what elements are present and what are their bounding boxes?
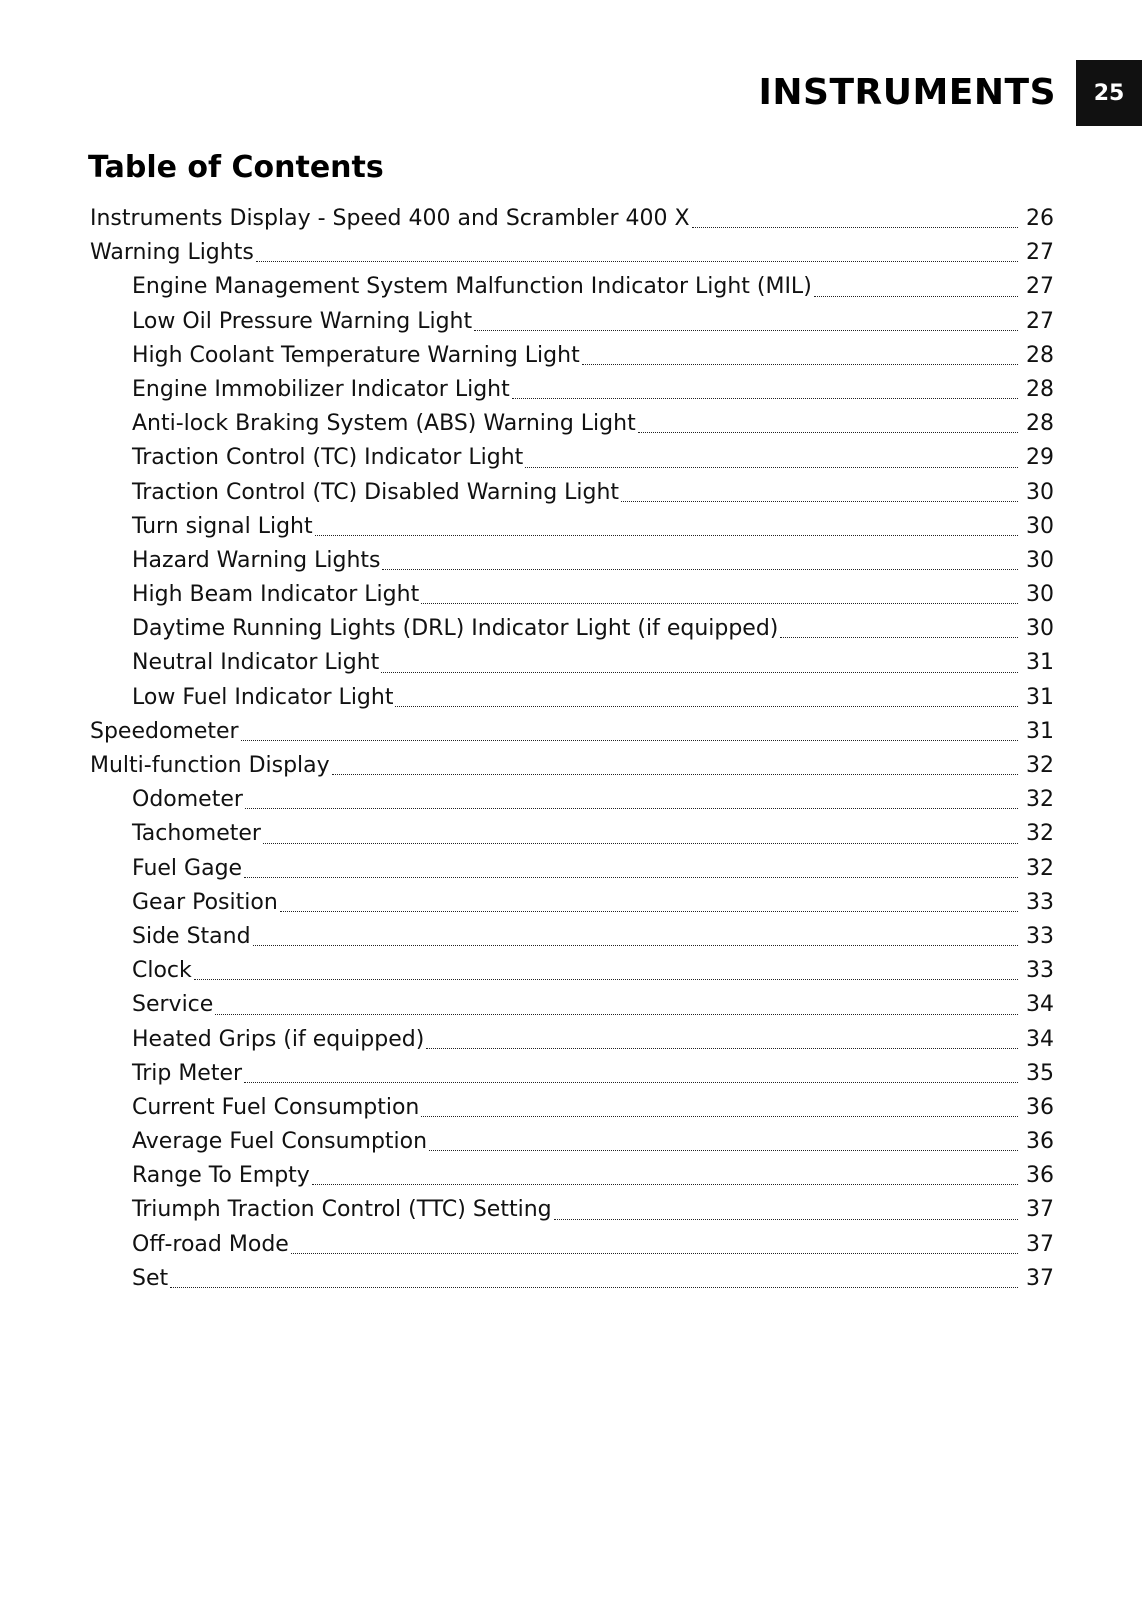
toc-entry-label: Range To Empty: [132, 1163, 310, 1189]
toc-entry-label: Fuel Gage: [132, 855, 243, 881]
toc-list: [90, 202, 1054, 1296]
toc-entry-page: 36: [1026, 1163, 1054, 1189]
toc-entry[interactable]: [90, 1125, 1054, 1159]
toc-dot-leader: [395, 706, 1018, 707]
toc-dot-leader: [525, 467, 1018, 468]
toc-dot-leader: [692, 227, 1018, 228]
toc-entry-page: 32: [1026, 753, 1054, 778]
toc-entry-page: 36: [1026, 1094, 1054, 1120]
toc-entry-page: 28: [1026, 411, 1054, 437]
toc-entry-page: 28: [1026, 376, 1054, 402]
toc-dot-leader: [315, 535, 1018, 536]
toc-entry-page: 30: [1026, 547, 1054, 573]
toc-entry-page: 33: [1026, 958, 1054, 984]
toc-entry[interactable]: [90, 236, 1054, 270]
toc-entry-label: Side Stand: [132, 923, 251, 949]
toc-entry-page: 27: [1026, 240, 1054, 266]
toc-dot-leader: [194, 979, 1018, 980]
toc-entry[interactable]: [90, 886, 1054, 920]
toc-entry-page: 34: [1026, 992, 1054, 1018]
toc-entry-label: Set: [132, 1265, 169, 1291]
toc-entry-page: 31: [1026, 684, 1054, 710]
toc-entry-page: 30: [1026, 582, 1054, 608]
toc-entry-page: 32: [1026, 855, 1054, 881]
toc-entry-label: Service: [132, 992, 214, 1018]
toc-dot-leader: [382, 569, 1018, 570]
toc-entry-page: 26: [1026, 206, 1054, 231]
toc-dot-leader: [814, 296, 1018, 297]
toc-entry[interactable]: [90, 1228, 1054, 1262]
toc-dot-leader: [780, 637, 1018, 638]
toc-entry-label: High Coolant Temperature Warning Light: [132, 342, 580, 368]
toc-entry-page: 33: [1026, 889, 1054, 915]
toc-entry[interactable]: [90, 783, 1054, 817]
toc-dot-leader: [429, 1150, 1018, 1151]
toc-entry-label: High Beam Indicator Light: [132, 582, 420, 608]
toc-entry[interactable]: [90, 441, 1054, 475]
toc-entry[interactable]: [90, 1057, 1054, 1091]
toc-entry[interactable]: [90, 646, 1054, 680]
toc-entry[interactable]: [90, 373, 1054, 407]
toc-entry-label: Engine Management System Malfunction Indicator Light (MIL): [132, 274, 812, 300]
toc-entry-label: Daytime Running Lights (DRL) Indicator Light (if equipped): [132, 616, 779, 642]
toc-entry-label: Turn signal Light: [132, 513, 313, 539]
toc-entry-label: Tachometer: [132, 821, 261, 847]
toc-dot-leader: [582, 364, 1018, 365]
toc-dot-leader: [263, 843, 1018, 844]
toc-entry-label: Low Oil Pressure Warning Light: [132, 308, 473, 334]
toc-entry[interactable]: [90, 988, 1054, 1022]
toc-entry-label: Traction Control (TC) Disabled Warning Light: [132, 479, 620, 505]
toc-entry-label: Speedometer: [90, 718, 239, 744]
toc-dot-leader: [638, 432, 1018, 433]
toc-entry[interactable]: [90, 852, 1054, 886]
toc-entry-page: 32: [1026, 787, 1054, 813]
toc-dot-leader: [280, 911, 1018, 912]
toc-dot-leader: [312, 1184, 1018, 1185]
toc-entry-label: Clock: [132, 958, 192, 984]
toc-entry-label: Low Fuel Indicator Light: [132, 684, 394, 710]
toc-entry-page: 27: [1026, 274, 1054, 300]
toc-dot-leader: [332, 774, 1018, 775]
toc-entry[interactable]: [90, 202, 1054, 236]
toc-entry-label: Average Fuel Consumption: [132, 1129, 428, 1155]
toc-entry-label: Engine Immobilizer Indicator Light: [132, 376, 510, 402]
toc-entry-label: Gear Position: [132, 889, 278, 915]
toc-entry-page: 27: [1026, 308, 1054, 334]
toc-entry-page: 35: [1026, 1060, 1054, 1086]
toc-entry-label: Multi-function Display: [90, 753, 330, 778]
toc-entry[interactable]: [90, 681, 1054, 715]
toc-entry[interactable]: [90, 544, 1054, 578]
toc-entry-page: 31: [1026, 650, 1054, 676]
toc-entry[interactable]: [90, 1193, 1054, 1227]
toc-entry-page: 28: [1026, 342, 1054, 368]
toc-entry[interactable]: [90, 407, 1054, 441]
toc-entry-label: Warning Lights: [90, 240, 254, 266]
toc-entry-label: Anti-lock Braking System (ABS) Warning Light: [132, 411, 636, 437]
toc-entry[interactable]: [90, 270, 1054, 304]
toc-dot-leader: [241, 740, 1018, 741]
toc-entry-page: 37: [1026, 1197, 1054, 1223]
toc-dot-leader: [421, 1116, 1018, 1117]
toc-entry-page: 30: [1026, 616, 1054, 642]
toc-entry[interactable]: [90, 1262, 1054, 1296]
toc-dot-leader: [244, 1082, 1018, 1083]
toc-entry-label: Triumph Traction Control (TTC) Setting: [132, 1197, 552, 1223]
toc-dot-leader: [512, 398, 1018, 399]
toc-entry-label: Trip Meter: [132, 1060, 243, 1086]
toc-dot-leader: [245, 808, 1018, 809]
toc-dot-leader: [381, 672, 1018, 673]
toc-dot-leader: [170, 1287, 1018, 1288]
toc-entry[interactable]: [90, 476, 1054, 510]
toc-dot-leader: [291, 1253, 1018, 1254]
toc-dot-leader: [426, 1048, 1018, 1049]
toc-entry[interactable]: [90, 817, 1054, 851]
toc-entry-page: 37: [1026, 1231, 1054, 1257]
toc-entry[interactable]: [90, 578, 1054, 612]
toc-entry[interactable]: [90, 920, 1054, 954]
toc-entry-label: Off-road Mode: [132, 1231, 289, 1257]
toc-entry[interactable]: [90, 339, 1054, 373]
toc-entry[interactable]: [90, 715, 1054, 749]
toc-dot-leader: [474, 330, 1018, 331]
toc-entry[interactable]: [90, 954, 1054, 988]
toc-entry[interactable]: [90, 1159, 1054, 1193]
page-number-tab: [1076, 60, 1142, 126]
toc-entry[interactable]: [90, 510, 1054, 544]
toc-entry-label: Heated Grips (if equipped): [132, 1026, 425, 1052]
page-number: 25: [1093, 80, 1125, 106]
toc-entry[interactable]: [90, 305, 1054, 339]
toc-entry[interactable]: [90, 1091, 1054, 1125]
toc-dot-leader: [554, 1219, 1018, 1220]
toc-entry-page: 30: [1026, 513, 1054, 539]
toc-dot-leader: [421, 603, 1018, 604]
toc-entry-label: Neutral Indicator Light: [132, 650, 380, 676]
toc-dot-leader: [256, 261, 1018, 262]
toc-dot-leader: [621, 501, 1018, 502]
toc-entry-page: 37: [1026, 1265, 1054, 1291]
toc-entry-label: Traction Control (TC) Indicator Light: [132, 445, 524, 471]
toc-entry-page: 31: [1026, 718, 1054, 744]
toc-entry-label: Odometer: [132, 787, 243, 813]
toc-entry-label: Hazard Warning Lights: [132, 547, 381, 573]
toc-entry[interactable]: [90, 612, 1054, 646]
toc-entry[interactable]: [90, 749, 1054, 783]
toc-entry-page: 36: [1026, 1129, 1054, 1155]
toc-entry-page: 34: [1026, 1026, 1054, 1052]
toc-heading: Table of Contents: [88, 150, 384, 185]
toc-entry-page: 33: [1026, 923, 1054, 949]
toc-dot-leader: [215, 1014, 1018, 1015]
chapter-title: INSTRUMENTS: [758, 72, 1056, 113]
toc-entry-label: Current Fuel Consumption: [132, 1094, 420, 1120]
toc-entry-page: 29: [1026, 445, 1054, 471]
toc-entry[interactable]: [90, 1023, 1054, 1057]
toc-entry-label: Instruments Display - Speed 400 and Scrambler 400 X: [90, 206, 690, 231]
toc-dot-leader: [244, 877, 1018, 878]
toc-entry-page: 32: [1026, 821, 1054, 847]
toc-dot-leader: [253, 945, 1018, 946]
toc-entry-page: 30: [1026, 479, 1054, 505]
